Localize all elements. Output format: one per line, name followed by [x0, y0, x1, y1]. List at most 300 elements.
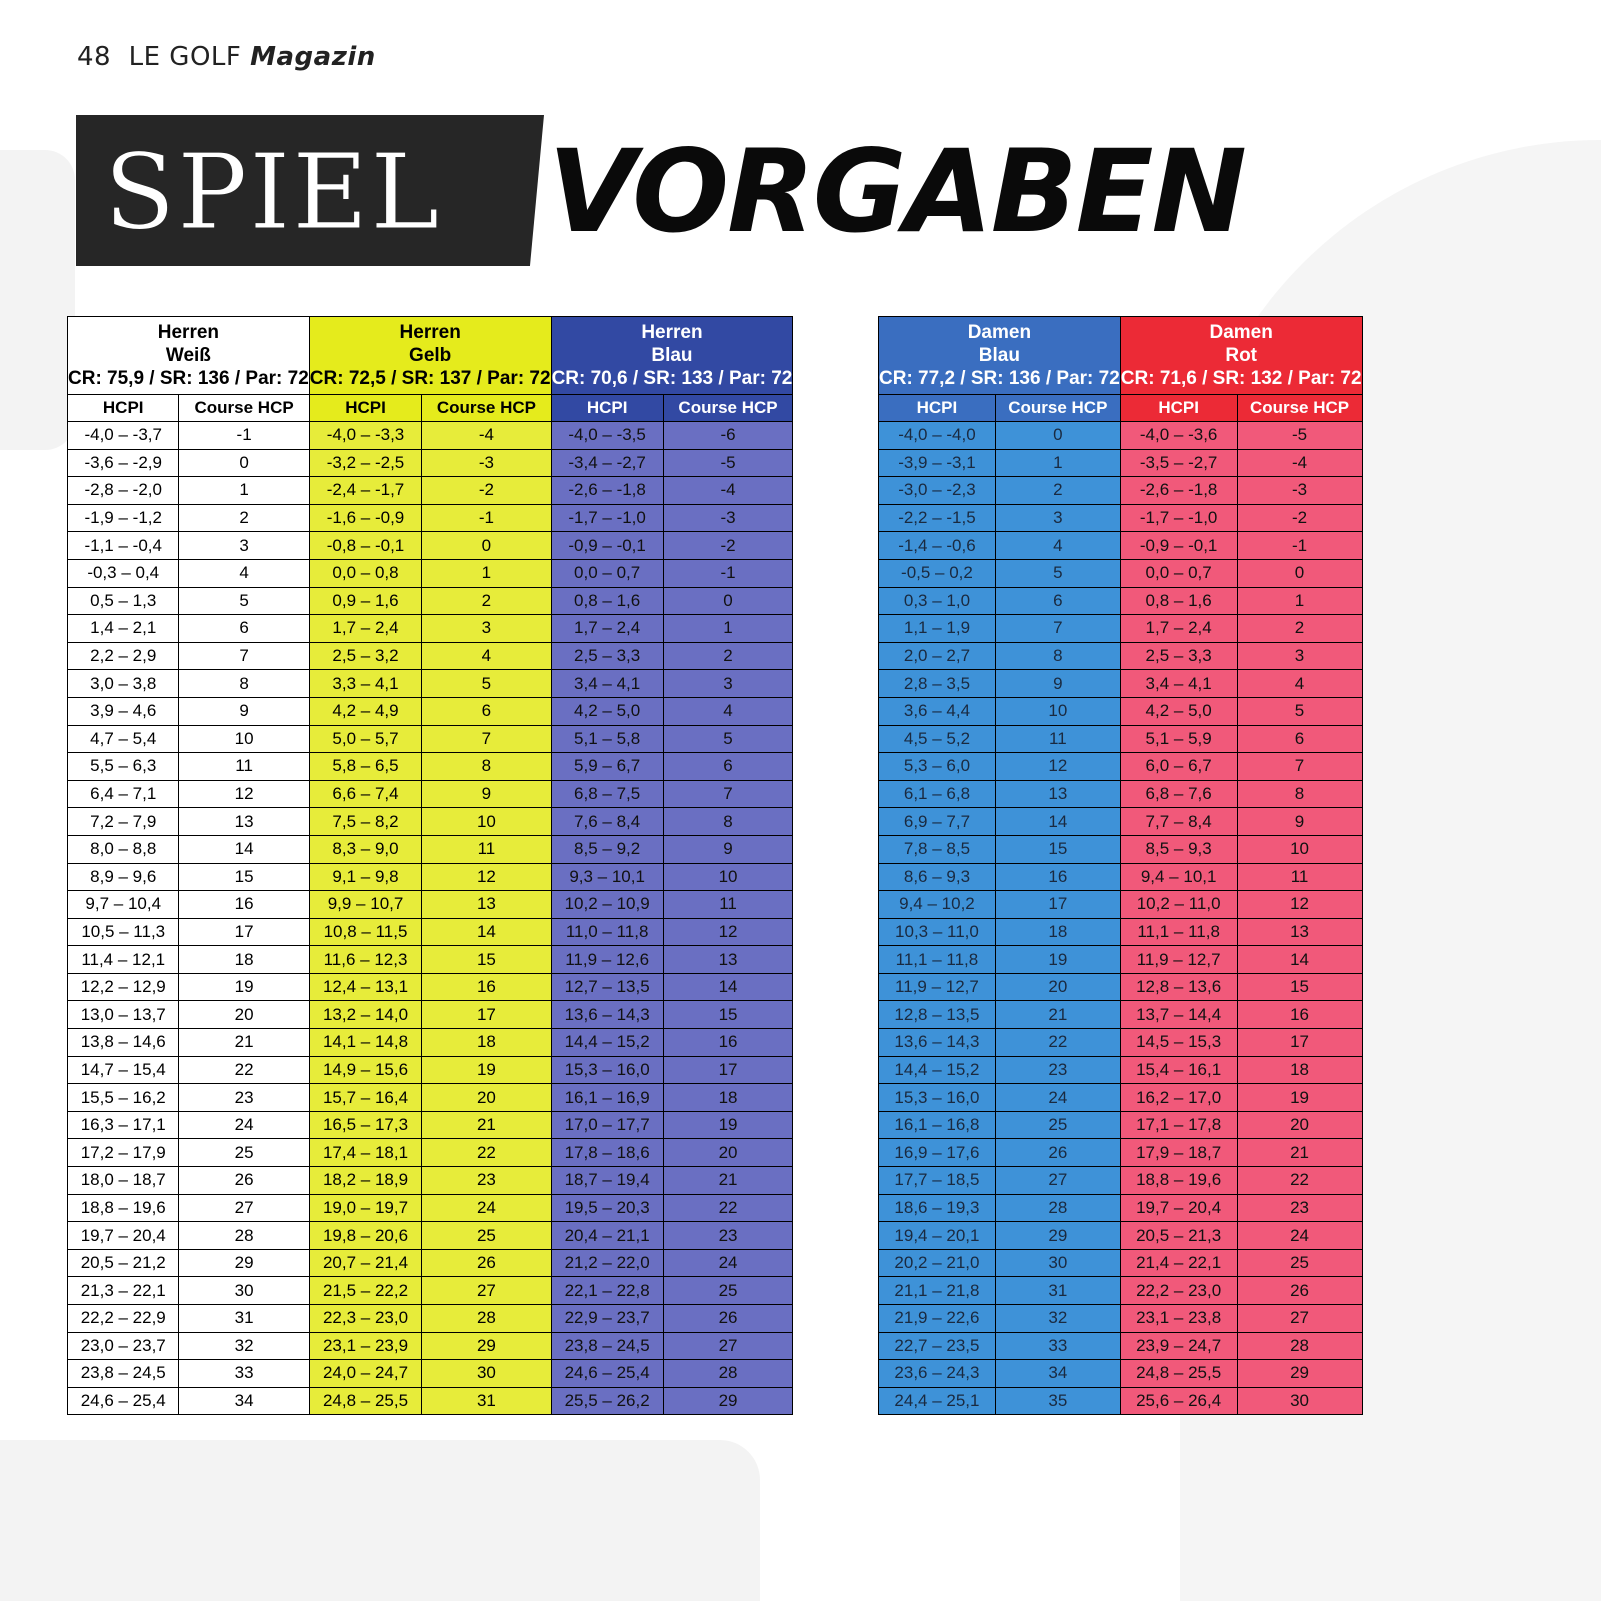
table-row — [68, 587, 793, 615]
hcpi-cell-herren-gelb: 24,0 – 24,7 — [309, 1360, 421, 1388]
hcpi-cell-herren-blau: 8,5 – 9,2 — [551, 835, 663, 863]
table-row — [879, 642, 1363, 670]
column-header-hcpi: HCPI — [1120, 395, 1237, 422]
table-row — [68, 1194, 793, 1222]
column-header-course-hcp: Course HCP — [1237, 395, 1362, 422]
hcpi-cell-damen-blau: 10,3 – 11,0 — [879, 918, 996, 946]
table-row — [68, 1111, 793, 1139]
hcpi-cell-herren-blau: 17,0 – 17,7 — [551, 1111, 663, 1139]
hcpi-cell-herren-weiss: 20,5 – 21,2 — [68, 1249, 179, 1277]
course-hcp-cell-herren-blau: 15 — [663, 1001, 793, 1029]
table-row — [68, 863, 793, 891]
course-hcp-cell-herren-gelb: 5 — [422, 670, 551, 698]
hcpi-cell-herren-blau: 25,5 – 26,2 — [551, 1387, 663, 1415]
hcpi-cell-damen-blau: 13,6 – 14,3 — [879, 1029, 996, 1057]
hcpi-cell-damen-blau: 3,6 – 4,4 — [879, 697, 996, 725]
course-hcp-cell-damen-rot: -1 — [1237, 532, 1362, 560]
hcpi-cell-damen-rot: 22,2 – 23,0 — [1120, 1277, 1237, 1305]
course-hcp-cell-herren-gelb: 24 — [422, 1194, 551, 1222]
hcpi-cell-damen-rot: 4,2 – 5,0 — [1120, 697, 1237, 725]
hcpi-cell-herren-blau: 19,5 – 20,3 — [551, 1194, 663, 1222]
course-hcp-cell-damen-rot: 13 — [1237, 918, 1362, 946]
hcpi-cell-herren-weiss: 22,2 – 22,9 — [68, 1305, 179, 1333]
course-hcp-cell-damen-blau: 33 — [995, 1332, 1120, 1360]
hcpi-cell-damen-blau: 16,1 – 16,8 — [879, 1111, 996, 1139]
course-hcp-cell-herren-blau: 0 — [663, 587, 793, 615]
course-hcp-cell-herren-blau: 23 — [663, 1222, 793, 1250]
course-hcp-cell-damen-rot: 0 — [1237, 559, 1362, 587]
course-hcp-cell-herren-weiss: 8 — [179, 670, 309, 698]
course-hcp-cell-damen-blau: 0 — [995, 422, 1120, 450]
hcpi-cell-herren-weiss: 8,9 – 9,6 — [68, 863, 179, 891]
hcpi-cell-herren-weiss: 8,0 – 8,8 — [68, 835, 179, 863]
hcpi-cell-herren-gelb: 5,0 – 5,7 — [309, 725, 421, 753]
course-hcp-cell-herren-gelb: 18 — [422, 1029, 551, 1057]
table-row — [879, 725, 1363, 753]
course-hcp-cell-damen-rot: 1 — [1237, 587, 1362, 615]
hcpi-cell-damen-rot: 3,4 – 4,1 — [1120, 670, 1237, 698]
brand-name: LE GOLF — [128, 42, 242, 72]
course-hcp-cell-damen-rot: 2 — [1237, 615, 1362, 643]
hcpi-cell-herren-gelb: 22,3 – 23,0 — [309, 1305, 421, 1333]
hcpi-cell-herren-gelb: 2,5 – 3,2 — [309, 642, 421, 670]
course-hcp-cell-herren-weiss: 19 — [179, 973, 309, 1001]
hcpi-cell-herren-blau: 5,9 – 6,7 — [551, 753, 663, 781]
hcpi-cell-herren-gelb: 11,6 – 12,3 — [309, 946, 421, 974]
hcpi-cell-herren-weiss: 2,2 – 2,9 — [68, 642, 179, 670]
column-header-course-hcp: Course HCP — [995, 395, 1120, 422]
hcpi-cell-damen-rot: 24,8 – 25,5 — [1120, 1360, 1237, 1388]
hcpi-cell-herren-weiss: -2,8 – -2,0 — [68, 477, 179, 505]
hcpi-cell-damen-rot: 25,6 – 26,4 — [1120, 1387, 1237, 1415]
table-row — [68, 615, 793, 643]
hcpi-cell-damen-blau: -3,9 – -3,1 — [879, 449, 996, 477]
hcpi-cell-damen-rot: 2,5 – 3,3 — [1120, 642, 1237, 670]
hcpi-cell-herren-gelb: 0,9 – 1,6 — [309, 587, 421, 615]
hcpi-cell-herren-blau: 2,5 – 3,3 — [551, 642, 663, 670]
hcpi-cell-herren-blau: 4,2 – 5,0 — [551, 697, 663, 725]
course-hcp-cell-herren-blau: 17 — [663, 1056, 793, 1084]
hcpi-cell-herren-gelb: 15,7 – 16,4 — [309, 1084, 421, 1112]
hcpi-cell-damen-rot: 7,7 – 8,4 — [1120, 808, 1237, 836]
hcpi-cell-herren-gelb: 5,8 – 6,5 — [309, 753, 421, 781]
course-hcp-cell-damen-blau: 27 — [995, 1167, 1120, 1195]
course-hcp-cell-damen-blau: 31 — [995, 1277, 1120, 1305]
hcpi-cell-damen-rot: 19,7 – 20,4 — [1120, 1194, 1237, 1222]
hcpi-cell-damen-rot: 11,1 – 11,8 — [1120, 918, 1237, 946]
tee-header-herren-blau: Herren Blau CR: 70,6 / SR: 133 / Par: 72 — [551, 317, 793, 395]
table-row — [879, 670, 1363, 698]
hcpi-cell-herren-blau: 24,6 – 25,4 — [551, 1360, 663, 1388]
course-hcp-cell-damen-rot: 16 — [1237, 1001, 1362, 1029]
course-hcp-cell-herren-gelb: 27 — [422, 1277, 551, 1305]
course-hcp-cell-damen-blau: 14 — [995, 808, 1120, 836]
hcpi-cell-herren-blau: 15,3 – 16,0 — [551, 1056, 663, 1084]
hcpi-cell-damen-rot: 6,8 – 7,6 — [1120, 780, 1237, 808]
hcpi-cell-herren-gelb: 17,4 – 18,1 — [309, 1139, 421, 1167]
course-hcp-cell-herren-weiss: 0 — [179, 449, 309, 477]
hcpi-cell-herren-blau: 13,6 – 14,3 — [551, 1001, 663, 1029]
hcpi-cell-damen-blau: 2,8 – 3,5 — [879, 670, 996, 698]
hcpi-cell-herren-gelb: 0,0 – 0,8 — [309, 559, 421, 587]
course-hcp-cell-herren-blau: -6 — [663, 422, 793, 450]
table-row — [68, 1056, 793, 1084]
table-row — [68, 1360, 793, 1388]
hcpi-cell-herren-weiss: -1,1 – -0,4 — [68, 532, 179, 560]
course-hcp-cell-damen-rot: 26 — [1237, 1277, 1362, 1305]
course-hcp-cell-damen-rot: 10 — [1237, 835, 1362, 863]
hcpi-cell-herren-blau: 5,1 – 5,8 — [551, 725, 663, 753]
hcpi-cell-herren-gelb: 3,3 – 4,1 — [309, 670, 421, 698]
course-hcp-cell-damen-blau: 1 — [995, 449, 1120, 477]
course-hcp-cell-damen-blau: 35 — [995, 1387, 1120, 1415]
course-hcp-cell-herren-weiss: 6 — [179, 615, 309, 643]
background-shape-bottom — [0, 1440, 760, 1601]
table-row — [879, 504, 1363, 532]
course-hcp-cell-herren-blau: 6 — [663, 753, 793, 781]
course-hcp-cell-damen-rot: -3 — [1237, 477, 1362, 505]
course-hcp-cell-herren-blau: 2 — [663, 642, 793, 670]
hcpi-cell-herren-gelb: -2,4 – -1,7 — [309, 477, 421, 505]
course-hcp-cell-herren-gelb: 28 — [422, 1305, 551, 1333]
hcpi-cell-herren-gelb: 19,0 – 19,7 — [309, 1194, 421, 1222]
hcpi-cell-damen-blau: 20,2 – 21,0 — [879, 1249, 996, 1277]
course-hcp-cell-herren-blau: 19 — [663, 1111, 793, 1139]
hcpi-cell-herren-weiss: 17,2 – 17,9 — [68, 1139, 179, 1167]
hcpi-cell-herren-weiss: 18,0 – 18,7 — [68, 1167, 179, 1195]
hcpi-cell-damen-blau: -4,0 – -4,0 — [879, 422, 996, 450]
tee-header-damen-blau: Damen Blau CR: 77,2 / SR: 136 / Par: 72 — [879, 317, 1121, 395]
tee-header-row — [68, 317, 793, 395]
hcpi-cell-herren-weiss: 1,4 – 2,1 — [68, 615, 179, 643]
hcpi-cell-herren-gelb: 20,7 – 21,4 — [309, 1249, 421, 1277]
course-hcp-cell-damen-rot: 9 — [1237, 808, 1362, 836]
title-vorgaben: VORGABEN — [548, 125, 1245, 258]
hcpi-cell-damen-rot: 1,7 – 2,4 — [1120, 615, 1237, 643]
table-row — [879, 587, 1363, 615]
hcpi-cell-herren-weiss: 0,5 – 1,3 — [68, 587, 179, 615]
course-hcp-cell-herren-gelb: 31 — [422, 1387, 551, 1415]
course-hcp-cell-herren-weiss: 22 — [179, 1056, 309, 1084]
course-hcp-cell-damen-rot: 15 — [1237, 973, 1362, 1001]
hcpi-cell-herren-gelb: 9,1 – 9,8 — [309, 863, 421, 891]
course-hcp-cell-herren-blau: 29 — [663, 1387, 793, 1415]
hcpi-cell-damen-rot: 6,0 – 6,7 — [1120, 753, 1237, 781]
course-hcp-cell-damen-blau: 9 — [995, 670, 1120, 698]
course-hcp-cell-damen-rot: 12 — [1237, 891, 1362, 919]
hcpi-cell-herren-weiss: 11,4 – 12,1 — [68, 946, 179, 974]
course-hcp-cell-damen-blau: 11 — [995, 725, 1120, 753]
hcpi-cell-herren-weiss: 24,6 – 25,4 — [68, 1387, 179, 1415]
hcpi-cell-herren-weiss: 15,5 – 16,2 — [68, 1084, 179, 1112]
table-row — [68, 725, 793, 753]
course-hcp-cell-herren-blau: 11 — [663, 891, 793, 919]
course-hcp-cell-herren-gelb: 14 — [422, 918, 551, 946]
course-hcp-cell-damen-rot: 17 — [1237, 1029, 1362, 1057]
table-row — [879, 1360, 1363, 1388]
course-hcp-cell-herren-weiss: 32 — [179, 1332, 309, 1360]
course-hcp-cell-damen-rot: 22 — [1237, 1167, 1362, 1195]
course-hcp-cell-herren-weiss: 15 — [179, 863, 309, 891]
hcpi-cell-damen-rot: 12,8 – 13,6 — [1120, 973, 1237, 1001]
hcpi-cell-herren-gelb: 23,1 – 23,9 — [309, 1332, 421, 1360]
hcpi-cell-herren-blau: 22,1 – 22,8 — [551, 1277, 663, 1305]
course-hcp-cell-damen-blau: 10 — [995, 697, 1120, 725]
hcpi-cell-herren-weiss: 3,9 – 4,6 — [68, 697, 179, 725]
table-row — [68, 835, 793, 863]
course-hcp-cell-damen-rot: -5 — [1237, 422, 1362, 450]
hcpi-cell-herren-gelb: 19,8 – 20,6 — [309, 1222, 421, 1250]
hcpi-cell-herren-blau: 9,3 – 10,1 — [551, 863, 663, 891]
course-hcp-cell-damen-blau: 4 — [995, 532, 1120, 560]
herren-table — [67, 316, 793, 1415]
course-hcp-cell-herren-weiss: 20 — [179, 1001, 309, 1029]
table-row — [68, 670, 793, 698]
hcpi-cell-damen-rot: 15,4 – 16,1 — [1120, 1056, 1237, 1084]
course-hcp-cell-damen-blau: 8 — [995, 642, 1120, 670]
course-hcp-cell-herren-blau: 25 — [663, 1277, 793, 1305]
course-hcp-cell-herren-blau: 16 — [663, 1029, 793, 1057]
hcpi-cell-herren-weiss: -4,0 – -3,7 — [68, 422, 179, 450]
table-row — [879, 891, 1363, 919]
hcpi-cell-herren-gelb: -3,2 – -2,5 — [309, 449, 421, 477]
course-hcp-cell-herren-weiss: 13 — [179, 808, 309, 836]
hcpi-cell-herren-weiss: 12,2 – 12,9 — [68, 973, 179, 1001]
column-header-course-hcp: Course HCP — [663, 395, 793, 422]
table-row — [879, 532, 1363, 560]
hcpi-cell-damen-rot: 23,1 – 23,8 — [1120, 1305, 1237, 1333]
course-hcp-cell-damen-rot: 3 — [1237, 642, 1362, 670]
course-hcp-cell-herren-gelb: 26 — [422, 1249, 551, 1277]
table-row — [68, 477, 793, 505]
hcpi-cell-herren-gelb: -1,6 – -0,9 — [309, 504, 421, 532]
hcpi-cell-herren-blau: 1,7 – 2,4 — [551, 615, 663, 643]
course-hcp-cell-herren-weiss: 14 — [179, 835, 309, 863]
table-row — [68, 780, 793, 808]
course-hcp-cell-damen-rot: 24 — [1237, 1222, 1362, 1250]
hcpi-cell-damen-blau: 7,8 – 8,5 — [879, 835, 996, 863]
course-hcp-cell-damen-blau: 7 — [995, 615, 1120, 643]
table-row — [879, 918, 1363, 946]
course-hcp-cell-herren-weiss: 7 — [179, 642, 309, 670]
hcpi-cell-herren-blau: 20,4 – 21,1 — [551, 1222, 663, 1250]
course-hcp-cell-herren-weiss: 9 — [179, 697, 309, 725]
hcpi-cell-herren-weiss: 9,7 – 10,4 — [68, 891, 179, 919]
course-hcp-cell-damen-blau: 17 — [995, 891, 1120, 919]
course-hcp-cell-herren-gelb: 15 — [422, 946, 551, 974]
course-hcp-cell-herren-gelb: -3 — [422, 449, 551, 477]
column-header-row — [879, 395, 1363, 422]
course-hcp-cell-herren-weiss: 33 — [179, 1360, 309, 1388]
hcpi-cell-herren-blau: 0,0 – 0,7 — [551, 559, 663, 587]
course-hcp-cell-herren-blau: 24 — [663, 1249, 793, 1277]
hcpi-cell-herren-blau: 22,9 – 23,7 — [551, 1305, 663, 1333]
column-header-row — [68, 395, 793, 422]
hcpi-cell-damen-rot: 18,8 – 19,6 — [1120, 1167, 1237, 1195]
course-hcp-cell-herren-weiss: 34 — [179, 1387, 309, 1415]
course-hcp-cell-damen-rot: 18 — [1237, 1056, 1362, 1084]
course-hcp-cell-herren-weiss: 23 — [179, 1084, 309, 1112]
magazine-name: Magazin — [250, 42, 376, 72]
hcpi-cell-damen-blau: 6,1 – 6,8 — [879, 780, 996, 808]
hcpi-cell-herren-gelb: 1,7 – 2,4 — [309, 615, 421, 643]
course-hcp-cell-herren-weiss: 24 — [179, 1111, 309, 1139]
table-row — [879, 615, 1363, 643]
hcpi-cell-herren-blau: -3,4 – -2,7 — [551, 449, 663, 477]
table-row — [68, 808, 793, 836]
course-hcp-cell-herren-gelb: -2 — [422, 477, 551, 505]
course-hcp-cell-herren-blau: 22 — [663, 1194, 793, 1222]
hcpi-cell-herren-gelb: 12,4 – 13,1 — [309, 973, 421, 1001]
course-hcp-cell-herren-weiss: 31 — [179, 1305, 309, 1333]
hcpi-cell-damen-rot: 11,9 – 12,7 — [1120, 946, 1237, 974]
course-hcp-cell-herren-blau: 4 — [663, 697, 793, 725]
hcpi-cell-herren-weiss: -0,3 – 0,4 — [68, 559, 179, 587]
hcpi-cell-damen-blau: 6,9 – 7,7 — [879, 808, 996, 836]
course-hcp-cell-herren-gelb: 25 — [422, 1222, 551, 1250]
table-row — [68, 973, 793, 1001]
course-hcp-cell-herren-gelb: 1 — [422, 559, 551, 587]
course-hcp-cell-herren-blau: 14 — [663, 973, 793, 1001]
hcpi-cell-herren-gelb: 4,2 – 4,9 — [309, 697, 421, 725]
table-row — [68, 504, 793, 532]
course-hcp-cell-damen-rot: 7 — [1237, 753, 1362, 781]
hcpi-cell-damen-rot: 0,8 – 1,6 — [1120, 587, 1237, 615]
hcpi-cell-damen-rot: -0,9 – -0,1 — [1120, 532, 1237, 560]
course-hcp-cell-herren-weiss: 11 — [179, 753, 309, 781]
hcpi-cell-damen-blau: 24,4 – 25,1 — [879, 1387, 996, 1415]
course-hcp-cell-herren-weiss: -1 — [179, 422, 309, 450]
page-header — [77, 42, 376, 72]
table-row — [68, 946, 793, 974]
table-row — [879, 1001, 1363, 1029]
hcpi-cell-damen-blau: 1,1 – 1,9 — [879, 615, 996, 643]
table-row — [879, 559, 1363, 587]
hcpi-cell-herren-blau: 11,0 – 11,8 — [551, 918, 663, 946]
table-row — [68, 1305, 793, 1333]
hcpi-cell-damen-blau: 9,4 – 10,2 — [879, 891, 996, 919]
table-row — [68, 1029, 793, 1057]
table-row — [879, 1222, 1363, 1250]
hcpi-cell-damen-blau: 14,4 – 15,2 — [879, 1056, 996, 1084]
table-row — [68, 918, 793, 946]
course-hcp-cell-damen-rot: 29 — [1237, 1360, 1362, 1388]
table-row — [879, 1111, 1363, 1139]
course-hcp-cell-herren-blau: 26 — [663, 1305, 793, 1333]
course-hcp-cell-damen-blau: 29 — [995, 1222, 1120, 1250]
hcpi-cell-damen-rot: 13,7 – 14,4 — [1120, 1001, 1237, 1029]
course-hcp-cell-herren-gelb: 30 — [422, 1360, 551, 1388]
course-hcp-cell-herren-gelb: 8 — [422, 753, 551, 781]
course-hcp-cell-herren-gelb: 13 — [422, 891, 551, 919]
course-hcp-cell-herren-blau: 5 — [663, 725, 793, 753]
course-hcp-cell-herren-blau: -4 — [663, 477, 793, 505]
course-hcp-cell-damen-rot: 14 — [1237, 946, 1362, 974]
hcpi-cell-herren-weiss: 23,0 – 23,7 — [68, 1332, 179, 1360]
course-hcp-cell-damen-blau: 19 — [995, 946, 1120, 974]
course-hcp-cell-herren-gelb: 2 — [422, 587, 551, 615]
course-hcp-cell-herren-blau: -5 — [663, 449, 793, 477]
table-row — [68, 532, 793, 560]
course-hcp-cell-herren-weiss: 27 — [179, 1194, 309, 1222]
column-header-hcpi: HCPI — [879, 395, 996, 422]
hcpi-cell-damen-blau: -0,5 – 0,2 — [879, 559, 996, 587]
table-row — [879, 449, 1363, 477]
course-hcp-cell-damen-blau: 24 — [995, 1084, 1120, 1112]
course-hcp-cell-herren-weiss: 1 — [179, 477, 309, 505]
course-hcp-cell-damen-blau: 26 — [995, 1139, 1120, 1167]
course-hcp-cell-damen-rot: 8 — [1237, 780, 1362, 808]
table-row — [68, 1332, 793, 1360]
hcpi-cell-herren-weiss: -3,6 – -2,9 — [68, 449, 179, 477]
hcpi-cell-damen-blau: 23,6 – 24,3 — [879, 1360, 996, 1388]
course-hcp-cell-herren-gelb: 20 — [422, 1084, 551, 1112]
hcpi-cell-herren-blau: 6,8 – 7,5 — [551, 780, 663, 808]
course-hcp-cell-herren-gelb: 10 — [422, 808, 551, 836]
course-hcp-cell-herren-gelb: 19 — [422, 1056, 551, 1084]
hcpi-cell-damen-blau: 4,5 – 5,2 — [879, 725, 996, 753]
hcpi-cell-herren-blau: -0,9 – -0,1 — [551, 532, 663, 560]
hcpi-cell-damen-blau: 15,3 – 16,0 — [879, 1084, 996, 1112]
course-hcp-cell-damen-blau: 28 — [995, 1194, 1120, 1222]
table-row — [68, 1277, 793, 1305]
hcpi-cell-damen-rot: 5,1 – 5,9 — [1120, 725, 1237, 753]
hcpi-cell-herren-weiss: 19,7 – 20,4 — [68, 1222, 179, 1250]
table-row — [879, 422, 1363, 450]
hcpi-cell-damen-blau: 0,3 – 1,0 — [879, 587, 996, 615]
hcpi-cell-damen-blau: 5,3 – 6,0 — [879, 753, 996, 781]
hcpi-cell-herren-blau: -2,6 – -1,8 — [551, 477, 663, 505]
course-hcp-cell-herren-blau: 20 — [663, 1139, 793, 1167]
table-row — [879, 1056, 1363, 1084]
course-hcp-cell-herren-blau: 7 — [663, 780, 793, 808]
hcpi-cell-damen-blau: -3,0 – -2,3 — [879, 477, 996, 505]
course-hcp-cell-damen-blau: 16 — [995, 863, 1120, 891]
course-hcp-cell-damen-blau: 20 — [995, 973, 1120, 1001]
course-hcp-cell-herren-blau: 13 — [663, 946, 793, 974]
hcpi-cell-damen-rot: 8,5 – 9,3 — [1120, 835, 1237, 863]
course-hcp-cell-herren-gelb: 0 — [422, 532, 551, 560]
course-hcp-cell-herren-gelb: 23 — [422, 1167, 551, 1195]
course-hcp-cell-herren-gelb: 29 — [422, 1332, 551, 1360]
hcpi-cell-damen-rot: 21,4 – 22,1 — [1120, 1249, 1237, 1277]
course-hcp-cell-damen-blau: 32 — [995, 1305, 1120, 1333]
hcpi-cell-herren-weiss: 16,3 – 17,1 — [68, 1111, 179, 1139]
course-hcp-cell-damen-blau: 12 — [995, 753, 1120, 781]
hcpi-cell-herren-weiss: 4,7 – 5,4 — [68, 725, 179, 753]
course-hcp-cell-herren-weiss: 18 — [179, 946, 309, 974]
hcpi-cell-herren-gelb: 10,8 – 11,5 — [309, 918, 421, 946]
course-hcp-cell-herren-blau: -3 — [663, 504, 793, 532]
course-hcp-cell-damen-blau: 15 — [995, 835, 1120, 863]
hcpi-cell-damen-blau: 21,1 – 21,8 — [879, 1277, 996, 1305]
table-row — [68, 753, 793, 781]
hcpi-cell-herren-gelb: 21,5 – 22,2 — [309, 1277, 421, 1305]
course-hcp-cell-damen-rot: 11 — [1237, 863, 1362, 891]
column-header-course-hcp: Course HCP — [422, 395, 551, 422]
course-hcp-cell-herren-blau: 8 — [663, 808, 793, 836]
hcpi-cell-damen-rot: 17,9 – 18,7 — [1120, 1139, 1237, 1167]
table-row — [68, 1387, 793, 1415]
course-hcp-cell-herren-gelb: 17 — [422, 1001, 551, 1029]
course-hcp-cell-damen-rot: 27 — [1237, 1305, 1362, 1333]
course-hcp-cell-herren-blau: 12 — [663, 918, 793, 946]
hcpi-cell-herren-blau: -4,0 – -3,5 — [551, 422, 663, 450]
hcpi-cell-herren-blau: 11,9 – 12,6 — [551, 946, 663, 974]
course-hcp-cell-herren-blau: 28 — [663, 1360, 793, 1388]
hcpi-cell-herren-weiss: 21,3 – 22,1 — [68, 1277, 179, 1305]
course-hcp-cell-damen-blau: 34 — [995, 1360, 1120, 1388]
